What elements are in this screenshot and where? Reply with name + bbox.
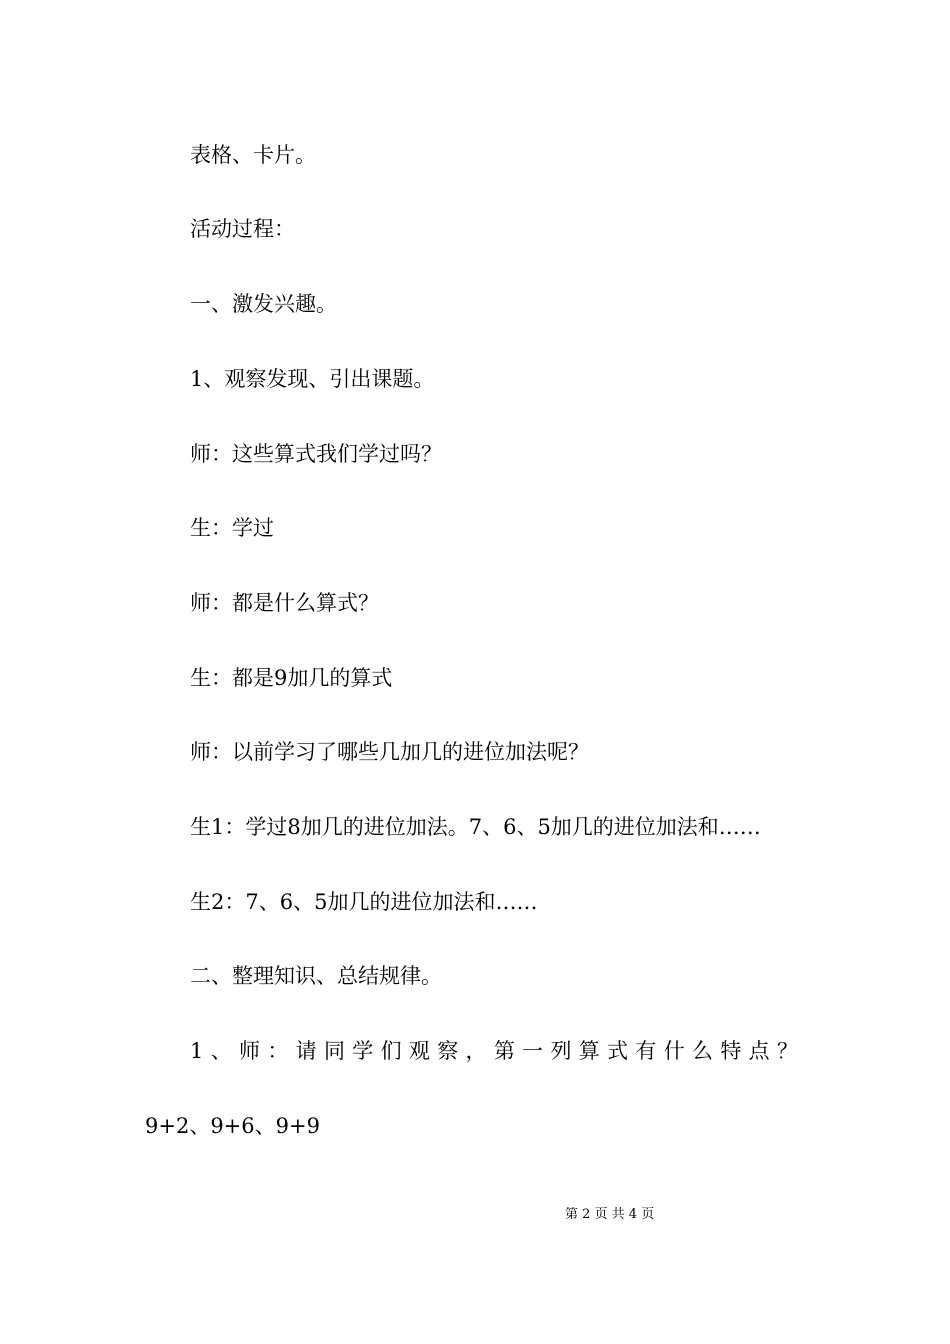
question-char: 们	[380, 1039, 402, 1063]
dialogue-line: 师：都是什么算式？	[190, 591, 379, 615]
section-heading-2: 二、整理知识、总结规律。	[190, 964, 442, 988]
question-char: 式	[607, 1039, 629, 1063]
question-continuation: 9+2、9+6、9+9	[145, 1114, 320, 1138]
question-char: ？	[776, 1039, 798, 1063]
question-char: 么	[692, 1039, 713, 1063]
question-char: 算	[578, 1039, 600, 1063]
question-char: 什	[663, 1039, 685, 1063]
question-char: ：	[267, 1039, 289, 1063]
question-char: 同	[323, 1039, 345, 1063]
paragraph-activity-heading: 活动过程：	[190, 217, 295, 241]
question-char: 第	[493, 1039, 515, 1063]
question-char: 学	[352, 1039, 374, 1063]
paragraph-materials: 表格、卡片。	[190, 143, 316, 167]
section-heading-1: 一、激发兴趣。	[190, 292, 337, 316]
question-char: 点	[748, 1039, 770, 1063]
question-char: 1	[190, 1039, 204, 1063]
question-char: 请	[295, 1039, 317, 1063]
question-char: 有	[635, 1039, 657, 1063]
question-char: 观	[408, 1039, 430, 1063]
dialogue-line: 生1：学过8加几的进位加法。7、6、5加几的进位加法和……	[190, 815, 761, 839]
question-char: 师	[239, 1039, 260, 1063]
question-char: 特	[720, 1039, 742, 1063]
dialogue-line: 生：都是9加几的算式	[190, 666, 393, 690]
dialogue-line: 生：学过	[190, 516, 274, 540]
dialogue-line: 师：以前学习了哪些几加几的进位加法呢？	[190, 740, 589, 764]
dialogue-line: 生2：7、6、5加几的进位加法和……	[190, 890, 538, 914]
question-line	[190, 1036, 798, 1066]
question-char: 一	[522, 1039, 544, 1063]
question-char: ，	[465, 1039, 487, 1063]
subsection-heading-1: 1、观察发现、引出课题。	[190, 367, 435, 391]
question-char: 察	[437, 1039, 459, 1063]
dialogue-line: 师：这些算式我们学过吗？	[190, 442, 442, 466]
question-char: 、	[210, 1039, 232, 1063]
question-char: 列	[550, 1039, 572, 1063]
page-number-footer: 第 2 页 共 4 页	[565, 1207, 655, 1222]
